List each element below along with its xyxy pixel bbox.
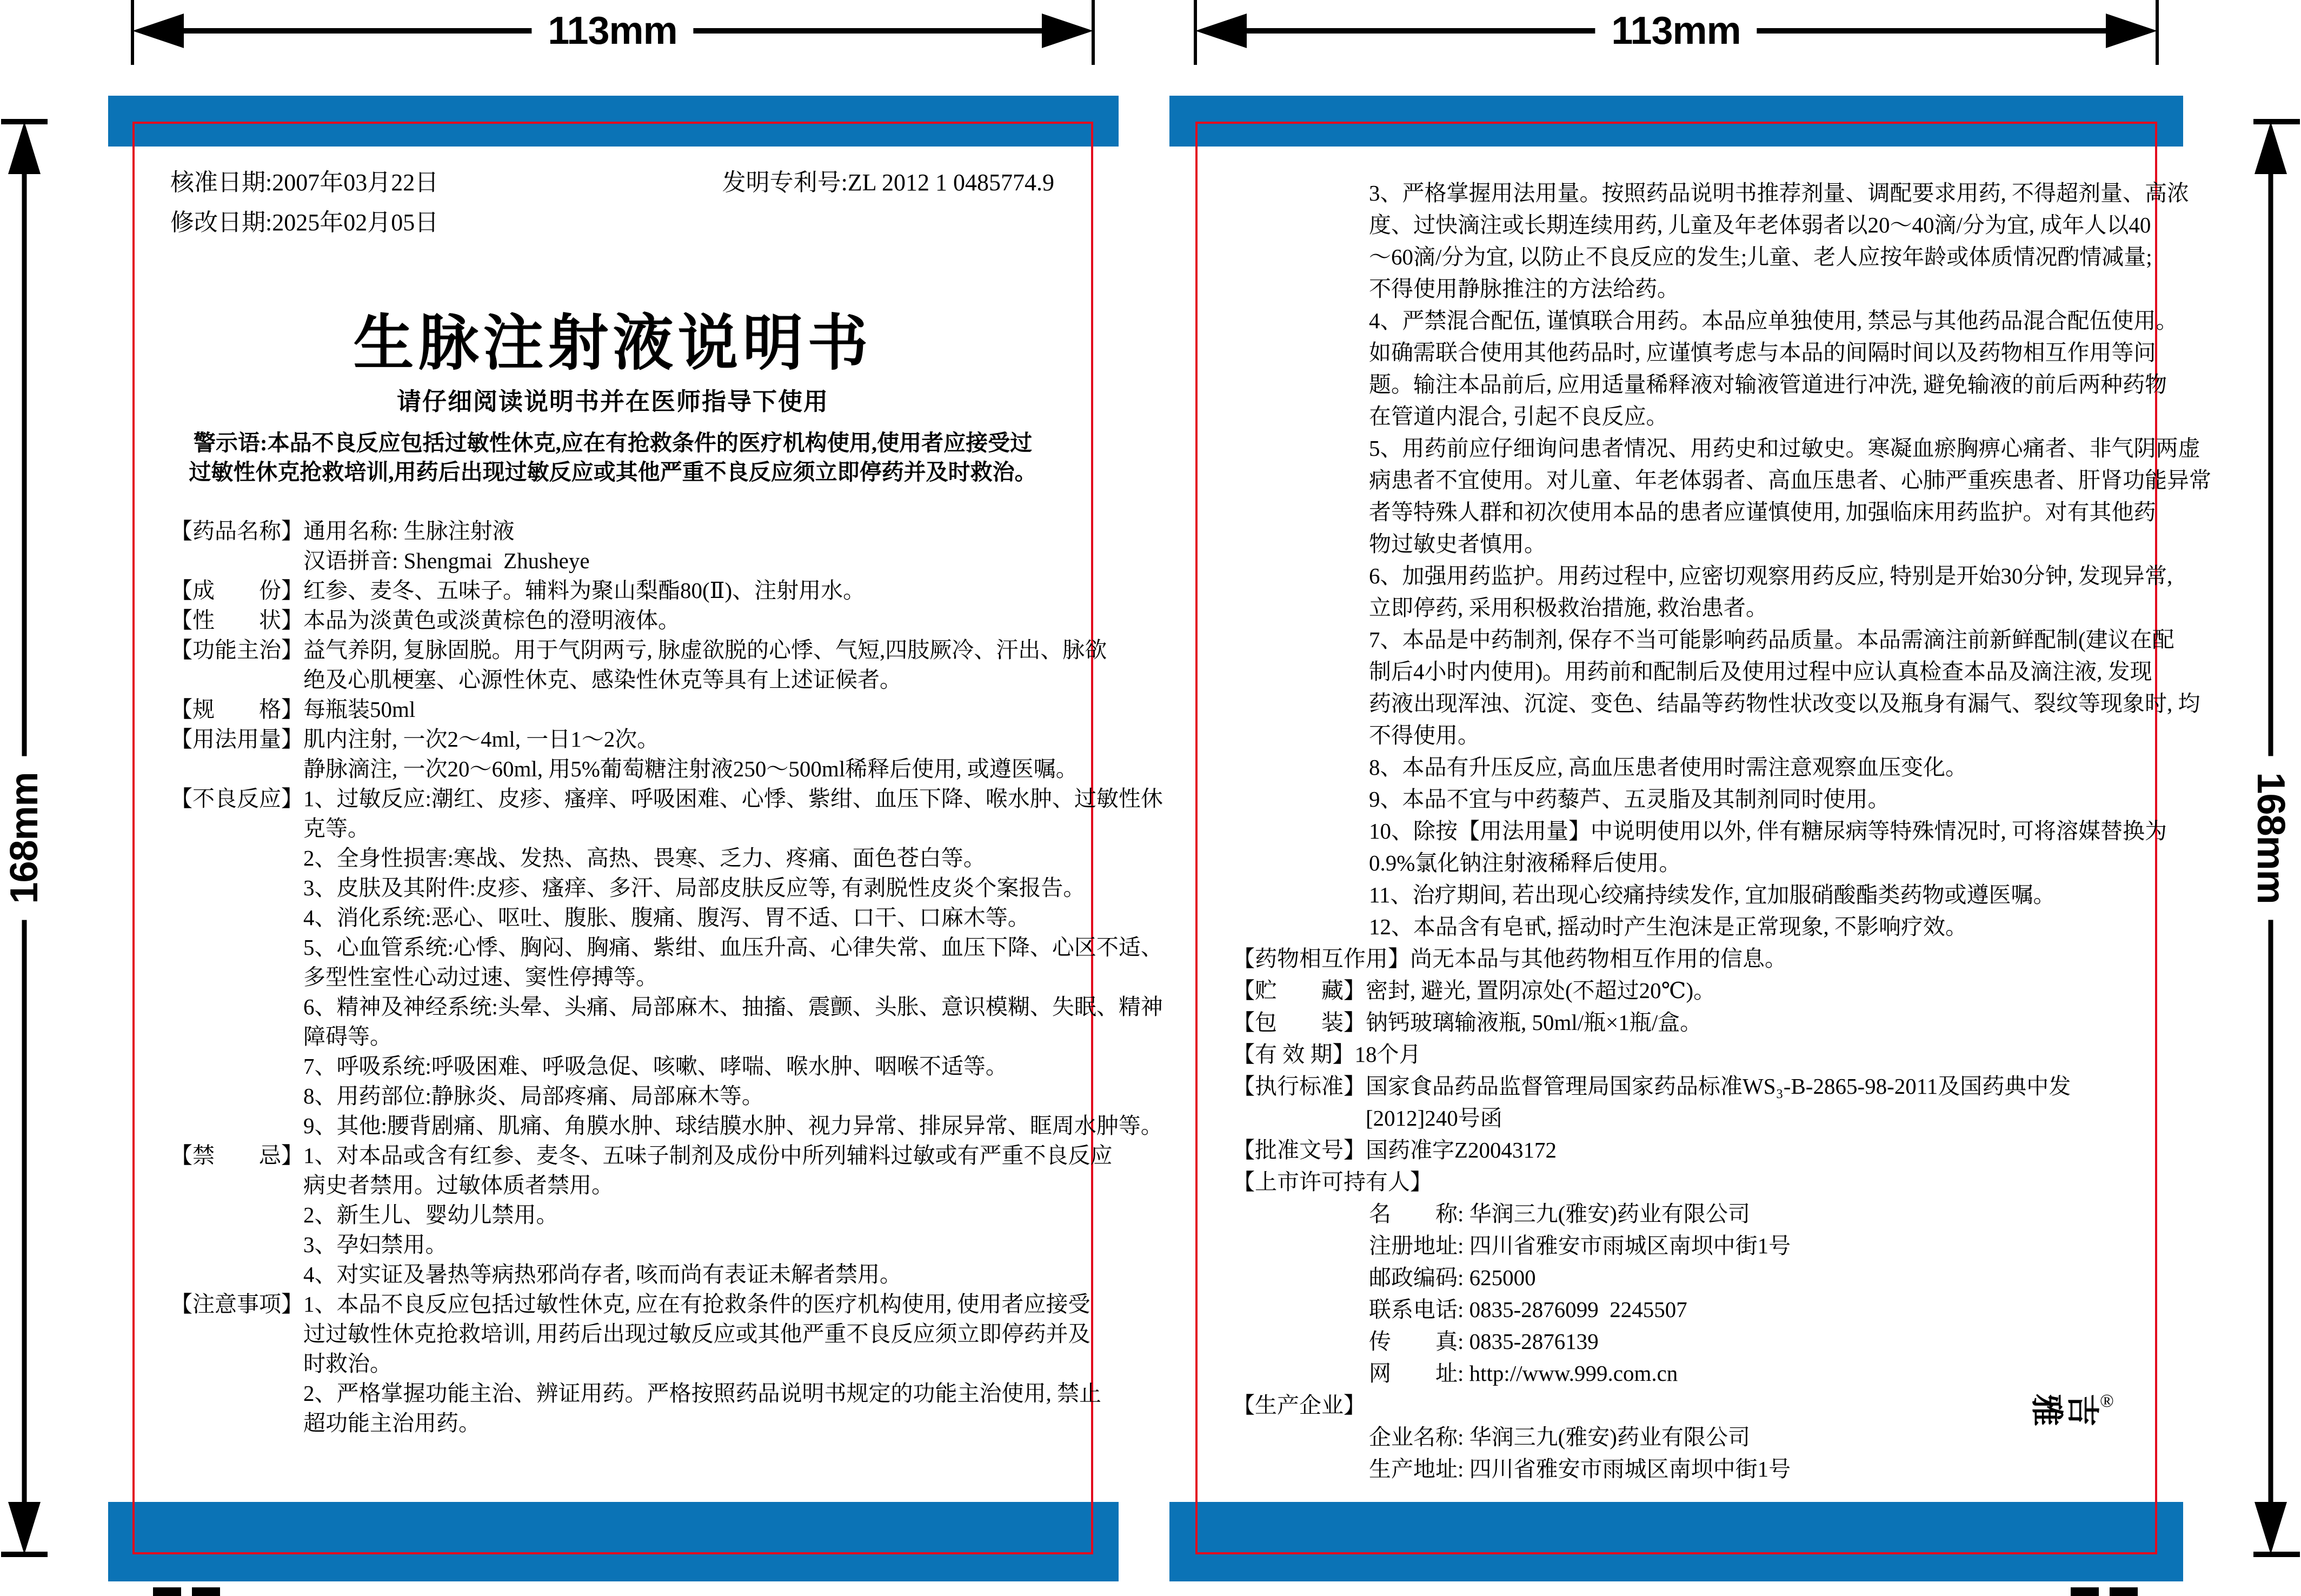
page2-body — [1233, 177, 2211, 1485]
text-line: 10、除按【用法用量】中说明使用以外, 伴有糖尿病等特殊情况时, 可将溶媒替换为 — [1369, 819, 2167, 843]
text-line: 益气养阴, 复脉固脱。用于气阴两亏, 脉虚欲脱的心悸、气短,四肢厥冷、汗出、脉欲 — [303, 637, 1107, 662]
text-line: 1、过敏反应:潮红、皮疹、瘙痒、呼吸困难、心悸、紫绀、血压下降、喉水肿、过敏性休 — [303, 786, 1163, 811]
spec-entry — [170, 784, 1163, 1141]
spec-entry — [170, 724, 1078, 784]
entry-label: 【执行标准】 — [1233, 1074, 1366, 1099]
text-line: 8、用药部位:静脉炎、局部疼痛、局部麻木等。 — [303, 1083, 764, 1108]
text-line: 名 称: 华润三九(雅安)药业有限公司 — [1369, 1201, 1750, 1226]
text-line: 立即停药, 采用积极救治措施, 救治患者。 — [1369, 595, 1768, 620]
spec-entry — [1233, 1198, 2146, 1389]
warning-line: 过敏性休克抢救培训,用药后出现过敏反应或其他严重不良反应须立即停药并及时救治。 — [189, 460, 1037, 484]
text-line: 多型性室性心动过速、窦性停搏等。 — [303, 965, 658, 989]
text-line: 国家食品药品监督管理局国家药品标准WS₃-B-2865-98-2011及国药典中发 — [1366, 1074, 2071, 1099]
entry-content — [1369, 1421, 1791, 1485]
text-line: 9、其他:腰背剧痛、肌痛、角膜水肿、球结膜水肿、视力异常、排尿异常、眶周水肿等。 — [303, 1113, 1163, 1138]
width-dimension-label-page2: 113mm — [1595, 9, 1757, 53]
text-line: 国药准字Z20043172 — [1366, 1138, 1557, 1162]
text-line: 联系电话: 0835-2876099 2245507 — [1369, 1297, 1687, 1322]
text-line: 6、加强用药监护。用药过程中, 应密切观察用药反应, 特别是开始30分钟, 发现异常, — [1369, 563, 2173, 588]
text-line: 18个月 — [1354, 1042, 1421, 1067]
text-line: 制后4小时内使用)。用药前和配制后及使用过程中应认真检查本品及滴注液, 发现 — [1369, 659, 2152, 684]
warning-line: 警示语:本品不良反应包括过敏性休克,应在有抢救条件的医疗机构使用,使用者应接受过 — [193, 430, 1033, 455]
text-line: 障碍等。 — [303, 1024, 392, 1049]
text-line: 1、本品不良反应包括过敏性休克, 应在有抢救条件的医疗机构使用, 使用者应接受 — [303, 1292, 1090, 1316]
text-line: 3、严格掌握用法用量。按照药品说明书推荐剂量、调配要求用药, 不得超剂量、高浓 — [1369, 181, 2189, 205]
text-line: 静脉滴注, 一次20～60ml, 用5%葡萄糖注射液250～500ml稀释后使用, 或遵医嘱。 — [303, 756, 1078, 781]
text-line: 8、本品有升压反应, 高血压患者使用时需注意观察血压变化。 — [1369, 755, 1967, 780]
entry-label: 【批准文号】 — [1233, 1138, 1366, 1162]
text-line: 者等特殊人群和初次使用本品的患者应谨慎使用, 加强临床用药监护。对有其他药 — [1369, 500, 2156, 524]
text-line: 克等。 — [303, 816, 370, 841]
entry-label: 【禁 忌】 — [170, 1143, 303, 1168]
text-line: 0.9%氯化钠注射液稀释后使用。 — [1369, 850, 1681, 875]
text-line: 药液出现浑浊、沉淀、变色、结晶等药物性状改变以及瓶身有漏气、裂纹等现象时, 均 — [1369, 691, 2200, 716]
text-line: 不得使用静脉推注的方法给药。 — [1369, 276, 1679, 301]
brand-logo-char: 吉 — [2064, 1394, 2100, 1426]
width-dimension-label-page1: 113mm — [531, 9, 693, 53]
text-line: 钠钙玻璃输液瓶, 50ml/瓶×1瓶/盒。 — [1366, 1010, 1703, 1035]
text-line: [2012]240号函 — [1366, 1106, 1502, 1130]
entry-content — [303, 784, 1163, 1141]
spec-entry — [1233, 1070, 2146, 1134]
entry-label: 【不良反应】 — [170, 786, 303, 811]
brand-logo — [2029, 1392, 2114, 1428]
text-line: 4、对实证及暑热等病热邪尚存者, 咳而尚有表证未解者禁用。 — [303, 1262, 902, 1287]
entry-label: 【包 装】 — [1233, 1010, 1366, 1035]
text-line: 绝及心肌梗塞、心源性休克、感染性休克等具有上述证候者。 — [303, 667, 902, 692]
registration-mark — [153, 1587, 181, 1596]
text-line: 题。输注本品前后, 应用适量稀释液对输液管道进行冲洗, 避免输液的前后两种药物 — [1369, 372, 2167, 397]
entry-label: 【成 份】 — [170, 578, 303, 603]
text-line: 2、新生儿、婴幼儿禁用。 — [303, 1202, 558, 1227]
text-line: 本品为淡黄色或淡黄棕色的澄明液体。 — [303, 608, 680, 633]
entry-label: 【用法用量】 — [170, 727, 303, 752]
text-line: 注册地址: 四川省雅安市雨城区南坝中街1号 — [1369, 1233, 1791, 1258]
text-line: 5、心血管系统:心悸、胸闷、胸痛、紫绀、血压升高、心律失常、血压下降、心区不适、 — [303, 935, 1163, 960]
text-line: 7、呼吸系统:呼吸困难、呼吸急促、咳嗽、哮喘、喉水肿、咽喉不适等。 — [303, 1054, 1008, 1079]
spec-entry — [170, 1141, 1113, 1289]
text-line: 时救治。 — [303, 1351, 392, 1376]
spec-entry — [170, 576, 1068, 606]
text-line: 尚无本品与其他药物相互作用的信息。 — [1410, 946, 1787, 971]
entry-content — [1366, 1134, 1557, 1166]
brand-logo-text — [2029, 1394, 2100, 1426]
text-line: 12、本品含有皂甙, 摇动时产生泡沫是正常现象, 不影响疗效。 — [1369, 914, 1967, 939]
approval-date: 核准日期:2007年03月22日 — [170, 169, 439, 196]
revision-date: 修改日期:2025年02月05日 — [170, 209, 439, 236]
registration-mark — [2071, 1587, 2099, 1596]
entry-content — [1369, 177, 2211, 943]
spec-entry — [1233, 943, 2146, 975]
text-line: 7、本品是中药制剂, 保存不当可能影响药品质量。本品需滴注前新鲜配制(建议在配 — [1369, 627, 2174, 652]
text-line: 4、严禁混合配伍, 谨慎联合用药。本品应单独使用, 禁忌与其他药品混合配伍使用。 — [1369, 308, 2178, 333]
height-dimension-label-right: 168mm — [2249, 756, 2293, 920]
entry-content — [1366, 1070, 2071, 1134]
text-line: 5、用药前应仔细询问患者情况、用药史和过敏史。寒凝血瘀胸痹心痛者、非气阴两虚 — [1369, 436, 2200, 461]
text-line: 6、精神及神经系统:头晕、头痛、局部麻木、抽搐、震颤、头胀、意识模糊、失眠、精神 — [303, 994, 1163, 1019]
text-line: 不得使用。 — [1369, 723, 1480, 748]
text-line: 11、治疗期间, 若出现心绞痛持续发作, 宜加服硝酸酯类药物或遵医嘱。 — [1369, 882, 2056, 907]
spec-entry — [1233, 975, 2146, 1007]
brand-logo-char: 雅 — [2029, 1394, 2064, 1426]
document-subtitle: 请仔细阅读说明书并在医师指导下使用 — [396, 388, 829, 415]
text-line: 网 址: http://www.999.com.cn — [1369, 1361, 1678, 1386]
text-line: 汉语拼音: Shengmai Zhusheye — [303, 548, 590, 573]
entry-label: 【生产企业】 — [1233, 1393, 1366, 1418]
entry-label: 【性 状】 — [170, 608, 303, 633]
text-line: 病史者禁用。过敏体质者禁用。 — [303, 1173, 614, 1198]
entry-content — [303, 695, 415, 724]
text-line: 通用名称: 生脉注射液 — [303, 518, 515, 543]
entry-label: 【贮 藏】 — [1233, 978, 1366, 1003]
entry-label: 【上市许可持有人】 — [1233, 1169, 1432, 1194]
text-line: 2、严格掌握功能主治、辨证用药。严格按照药品说明书规定的功能主治使用, 禁止 — [303, 1381, 1101, 1406]
text-line: 每瓶装50ml — [303, 697, 416, 722]
entry-label: 【功能主治】 — [170, 637, 303, 662]
text-line: 1、对本品或含有红参、麦冬、五味子制剂及成份中所列辅料过敏或有严重不良反应 — [303, 1143, 1113, 1168]
text-line: 邮政编码: 625000 — [1369, 1265, 1536, 1290]
text-line: 企业名称: 华润三九(雅安)药业有限公司 — [1369, 1425, 1750, 1449]
text-line: 在管道内混合, 引起不良反应。 — [1369, 404, 1668, 429]
entry-content — [1366, 975, 1715, 1007]
text-line: 传 真: 0835-2876139 — [1369, 1329, 1599, 1354]
text-line: 4、消化系统:恶心、呕吐、腹胀、腹痛、腹泻、胃不适、口干、口麻木等。 — [303, 905, 1030, 930]
page1-body — [170, 516, 1163, 1438]
text-line: 红参、麦冬、五味子。辅料为聚山梨酯80(Ⅱ)、注射用水。 — [303, 578, 866, 603]
text-line: 密封, 避光, 置阴凉处(不超过20℃)。 — [1366, 978, 1716, 1003]
text-line: 病患者不宜使用。对儿童、年老体弱者、高血压患者、心肺严重疾患者、肝肾功能异常 — [1369, 468, 2211, 493]
text-line: 超功能主治用药。 — [303, 1411, 481, 1435]
entry-label: 【规 格】 — [170, 697, 303, 722]
entry-content — [303, 1141, 1113, 1289]
entry-label: 【药品名称】 — [170, 518, 303, 543]
text-line: 9、本品不宜与中药藜芦、五灵脂及其制剂同时使用。 — [1369, 787, 1890, 812]
entry-content — [303, 635, 1107, 695]
spec-entry — [170, 695, 1068, 724]
text-line: 肌内注射, 一次2～4ml, 一日1～2次。 — [303, 727, 660, 752]
spec-entry — [1233, 1421, 2146, 1485]
entry-content — [1366, 1007, 1702, 1039]
text-line: 度、过快滴注或长期连续用药, 儿童及年老体弱者以20～40滴/分为宜, 成年人以40 — [1369, 212, 2151, 237]
text-line: 2、全身性损害:寒战、发热、高热、畏寒、乏力、疼痛、面色苍白等。 — [303, 846, 986, 870]
entry-label: 【注意事项】 — [170, 1292, 303, 1316]
text-line: 3、皮肤及其附件:皮疹、瘙痒、多汗、局部皮肤反应等, 有剥脱性皮炎个案报告。 — [303, 875, 1086, 900]
entry-label: 【药物相互作用】 — [1233, 946, 1410, 971]
text-line: 3、孕妇禁用。 — [303, 1232, 448, 1257]
registered-trademark-symbol: ® — [2100, 1391, 2114, 1411]
spec-entry — [1233, 1007, 2146, 1039]
entry-content — [303, 724, 1078, 784]
entry-content — [1410, 943, 1787, 975]
registration-mark — [192, 1587, 220, 1596]
entry-content — [303, 576, 865, 606]
text-line: 生产地址: 四川省雅安市雨城区南坝中街1号 — [1369, 1457, 1791, 1481]
entry-content — [1355, 1039, 1421, 1070]
text-line: 过过敏性休克抢救培训, 用药后出现过敏反应或其他严重不良反应须立即停药并及 — [303, 1321, 1090, 1346]
document-title: 生脉注射液说明书 — [353, 310, 873, 377]
text-line: ～60滴/分为宜, 以防止不良反应的发生;儿童、老人应按年龄或体质情况酌情减量; — [1369, 244, 2152, 269]
patent-number: 发明专利号:ZL 2012 1 0485774.9 — [722, 169, 1054, 196]
registration-mark — [2110, 1587, 2138, 1596]
entry-content — [303, 516, 590, 576]
spec-entry — [1233, 1134, 2146, 1166]
entry-content — [1369, 1198, 1791, 1389]
spec-entry — [170, 516, 1068, 576]
entry-content — [303, 606, 680, 635]
text-line: 物过敏史者慎用。 — [1369, 531, 1546, 556]
warning-statement — [132, 428, 1093, 487]
entry-content — [303, 1289, 1101, 1438]
height-dimension-label-left: 168mm — [2, 756, 46, 920]
spec-entry — [170, 1289, 1101, 1438]
spec-entry — [1233, 1166, 2146, 1198]
spec-entry — [1233, 1039, 2146, 1070]
spec-entry — [170, 635, 1107, 695]
spec-entry — [1233, 177, 2211, 943]
spec-entry — [170, 606, 1068, 635]
text-line: 如确需联合使用其他药品时, 应谨慎考虑与本品的间隔时间以及药物相互作用等问 — [1369, 340, 2156, 365]
entry-label: 【有 效 期】 — [1233, 1042, 1355, 1067]
spec-entry — [1233, 1389, 2146, 1421]
